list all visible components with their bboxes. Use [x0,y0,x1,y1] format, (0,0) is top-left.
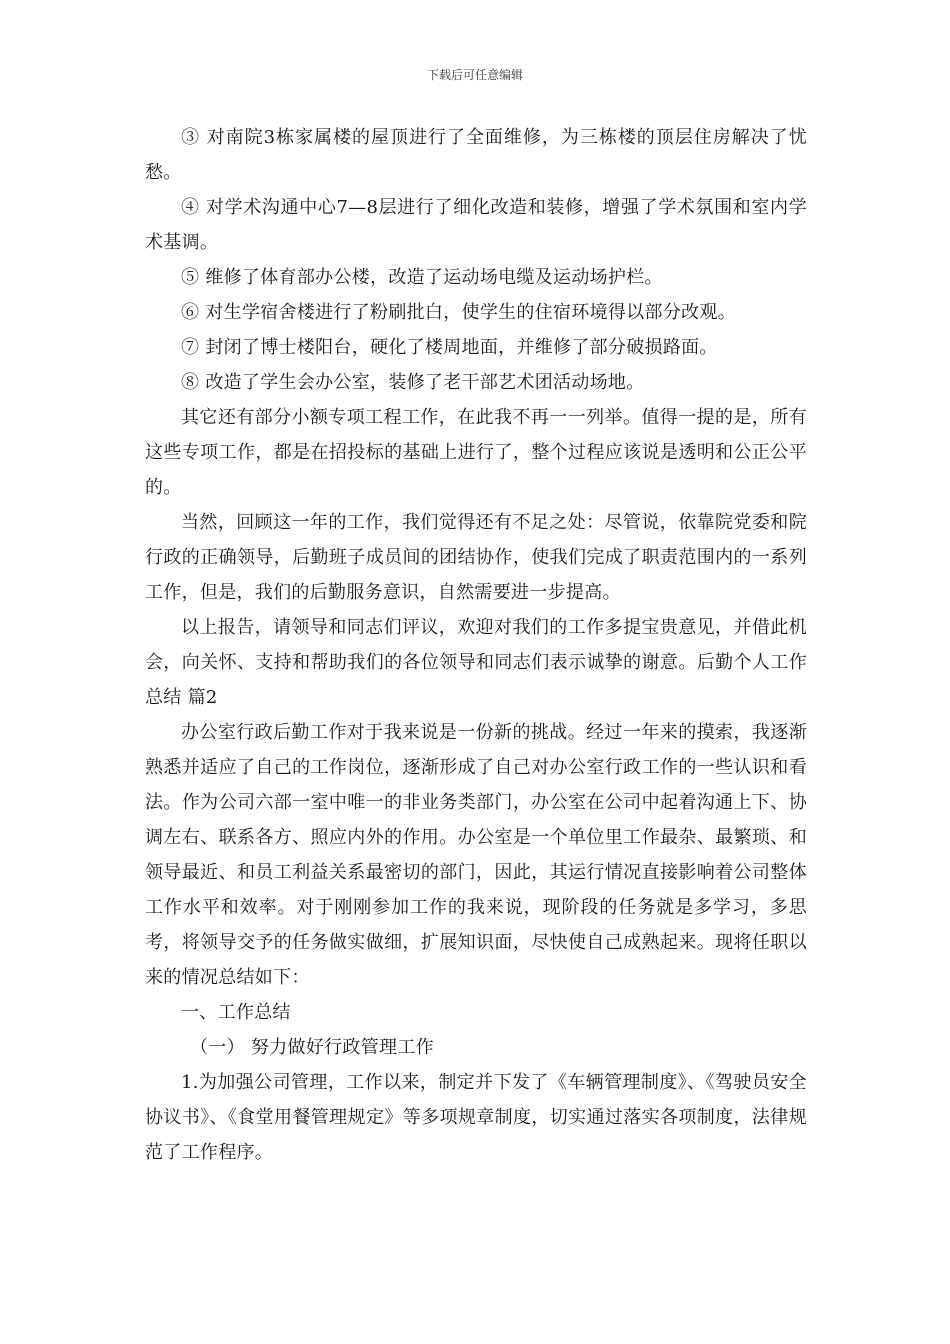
paragraph-other-projects: 其它还有部分小额专项工程工作，在此我不再一一列举。值得一提的是，所有这些专项工作，都是在招投标的基础上进行了，整个过程应该说是透明和公正公平的。 [145,407,807,498]
paragraph-item-3: ③ 对南院3栋家属楼的屋顶进行了全面维修，为三栋楼的顶层住房解决了忧愁。 [145,127,807,183]
paragraph-item-4: ④ 对学术沟通中心7—8层进行了细化改造和装修，增强了学术氛围和室内学术基调。 [145,197,807,253]
paragraph-item-6: ⑥ 对生学宿舍楼进行了粉刷批白，使学生的住宿环境得以部分改观。 [181,302,737,323]
page-header: 下载后可任意编辑 [426,68,523,82]
section-heading-work-summary: 一、工作总结 [181,1002,291,1023]
paragraph-item-7: ⑦ 封闭了博士楼阳台，硬化了楼周地面，并维修了部分破损路面。 [181,337,718,358]
paragraph-closing-and-section-title: 以上报告，请领导和同志们评议，欢迎对我们的工作多提宝贵意见，并借此机会，向关怀、支持和帮助我们的各位领导和同志们表示诚挚的谢意。后勤个人工作总结 篇2 [145,617,807,708]
paragraph-office-intro: 办公室行政后勤工作对于我来说是一份新的挑战。经过一年来的摸索，我逐渐熟悉并适应了自己的工作岗位，逐渐形成了自己对办公室行政工作的一些认识和看法。作为公司六部一室中唯一的非业务类部门，办公室在公司中起着沟通上下、协调左右、联系各方、照应内外的作用。办公室是一个单位里工作最杂、最繁琐、和领导最近、和员工利益关系最密切的部门，因此，其运行情况直接影响着公司整体工作水平和效率。对于刚刚参加工作的我来说，现阶段的任务就是多学习，多思考，将领导交予的任务做实做细，扩展知识面，尽快使自己成熟起来。现将任职以来的情况总结如下： [145,722,807,988]
paragraph-regulations: 1.为加强公司管理，工作以来，制定并下发了《车辆管理制度》、《驾驶员安全协议书》、《食堂用餐管理规定》等多项规章制度，切实通过落实各项制度，法律规范了工作程序。 [145,1072,807,1163]
paragraph-item-8: ⑧ 改造了学生会办公室，装修了老干部艺术团活动场地。 [181,372,645,393]
paragraph-shortcomings: 当然，回顾这一年的工作，我们觉得还有不足之处：尽管说，依靠院党委和院行政的正确领导，后勤班子成员间的团结协作，使我们完成了职责范围内的一系列工作，但是，我们的后勤服务意识，自然需要进一步提高。 [145,512,807,603]
paragraph-item-5: ⑤ 维修了体育部办公楼，改造了运动场电缆及运动场护栏。 [181,267,663,288]
document-body [145,120,807,1170]
subsection-heading-admin: （一） 努力做好行政管理工作 [190,1037,434,1058]
